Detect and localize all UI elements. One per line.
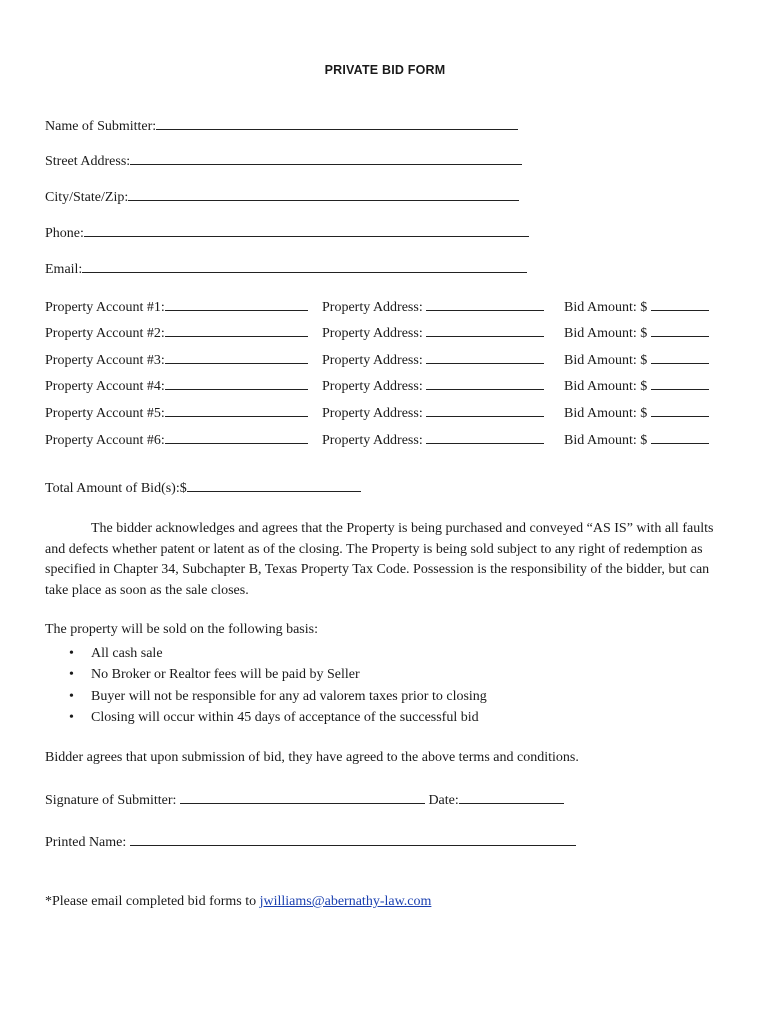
bullet-icon: •	[69, 667, 74, 683]
property-row-2	[45, 324, 725, 342]
property-account-label: Property Account #5:	[45, 406, 165, 421]
phone-input-line[interactable]	[84, 224, 529, 237]
bid-amount-line[interactable]	[651, 404, 709, 417]
property-row-5	[45, 404, 725, 422]
signature-row	[45, 791, 564, 809]
property-account-label: Property Account #4:	[45, 379, 165, 394]
property-row-1	[45, 298, 725, 316]
bid-amount-label: Bid Amount: $	[564, 300, 648, 315]
signature-label: Signature of Submitter:	[45, 793, 177, 808]
property-address-line[interactable]	[426, 351, 544, 364]
property-address-line[interactable]	[426, 431, 544, 444]
bid-amount-label: Bid Amount: $	[564, 353, 648, 368]
email-note-text: *Please email completed bid forms to	[45, 894, 257, 909]
property-address-line[interactable]	[426, 377, 544, 390]
bid-amount-line[interactable]	[651, 377, 709, 390]
bullet-icon: •	[69, 646, 74, 661]
email-link[interactable]: jwilliams@abernathy-law.com	[259, 894, 432, 909]
total-bid-label: Total Amount of Bid(s):$	[45, 481, 187, 496]
total-bid-row	[45, 479, 361, 497]
property-address-label: Property Address:	[322, 379, 423, 394]
email-input-line[interactable]	[82, 260, 527, 273]
bid-amount-label: Bid Amount: $	[564, 326, 648, 341]
agreement-text: Bidder agrees that upon submission of bid, they have agreed to the above terms and conditions.	[45, 750, 579, 765]
bullet-icon: •	[69, 709, 74, 725]
property-address-label: Property Address:	[322, 353, 423, 368]
property-account-label: Property Account #6:	[45, 433, 165, 448]
name-label: Name of Submitter:	[45, 119, 157, 134]
list-item: • Closing will occur within 45 days of acceptance of the successful bid	[45, 707, 487, 728]
list-item: • No Broker or Realtor fees will be paid by Seller	[45, 664, 487, 685]
property-account-line[interactable]	[165, 351, 308, 364]
city-field-row	[45, 188, 519, 206]
street-field-row	[45, 152, 522, 170]
printed-name-label: Printed Name:	[45, 835, 127, 850]
bid-amount-line[interactable]	[651, 351, 709, 364]
printed-name-row	[45, 833, 576, 851]
city-label: City/State/Zip:	[45, 190, 129, 205]
bid-amount-label: Bid Amount: $	[564, 406, 648, 421]
property-account-label: Property Account #2:	[45, 326, 165, 341]
list-item: • All cash sale	[45, 643, 487, 664]
property-address-line[interactable]	[426, 404, 544, 417]
property-address-label: Property Address:	[322, 433, 423, 448]
acknowledgement-paragraph	[45, 519, 730, 601]
property-address-line[interactable]	[426, 298, 544, 311]
email-field-row	[45, 260, 527, 278]
street-label: Street Address:	[45, 154, 131, 169]
property-account-line[interactable]	[165, 404, 308, 417]
property-account-line[interactable]	[165, 377, 308, 390]
phone-field-row	[45, 224, 529, 242]
property-address-label: Property Address:	[322, 406, 423, 421]
property-address-label: Property Address:	[322, 326, 423, 341]
bid-amount-line[interactable]	[651, 431, 709, 444]
property-account-line[interactable]	[165, 324, 308, 337]
email-label: Email:	[45, 262, 83, 277]
property-address-line[interactable]	[426, 324, 544, 337]
bullet-icon: •	[69, 688, 74, 704]
basis-list	[45, 643, 487, 728]
property-account-label: Property Account #1:	[45, 300, 165, 315]
property-address-label: Property Address:	[322, 300, 423, 315]
property-row-3	[45, 351, 725, 369]
property-account-line[interactable]	[165, 298, 308, 311]
street-input-line[interactable]	[130, 152, 522, 165]
property-row-6	[45, 431, 725, 449]
bid-amount-label: Bid Amount: $	[564, 433, 648, 448]
name-input-line[interactable]	[156, 117, 518, 130]
list-item: • Buyer will not be responsible for any ad valorem taxes prior to closing	[45, 686, 487, 707]
printed-name-line[interactable]	[130, 833, 576, 846]
phone-label: Phone:	[45, 226, 84, 241]
total-bid-line[interactable]	[187, 479, 361, 492]
basis-intro: The property will be sold on the following basis:	[45, 622, 318, 637]
city-input-line[interactable]	[128, 188, 519, 201]
email-note-row	[45, 894, 431, 910]
date-label: Date:	[428, 793, 459, 808]
property-account-line[interactable]	[165, 431, 308, 444]
name-field-row	[45, 117, 518, 135]
bid-amount-line[interactable]	[651, 324, 709, 337]
property-account-label: Property Account #3:	[45, 353, 165, 368]
date-line[interactable]	[459, 791, 564, 804]
property-row-4	[45, 377, 725, 395]
bid-amount-label: Bid Amount: $	[564, 379, 648, 394]
form-title: PRIVATE BID FORM	[324, 63, 446, 77]
acknowledgement-text: The bidder acknowledges and agrees that the Property is being purchased and conveyed “AS IS” with all faults and defects whether patent or latent as of the closing. The Property is being sold subject to any right of redemption as specified in Chapter 34, Subchapter B, Texas Property Tax Code. Possession is the responsibility of the bidder, but can take place as soon as the sale closes.	[45, 521, 714, 598]
bid-amount-line[interactable]	[651, 298, 709, 311]
signature-line[interactable]	[180, 791, 425, 804]
